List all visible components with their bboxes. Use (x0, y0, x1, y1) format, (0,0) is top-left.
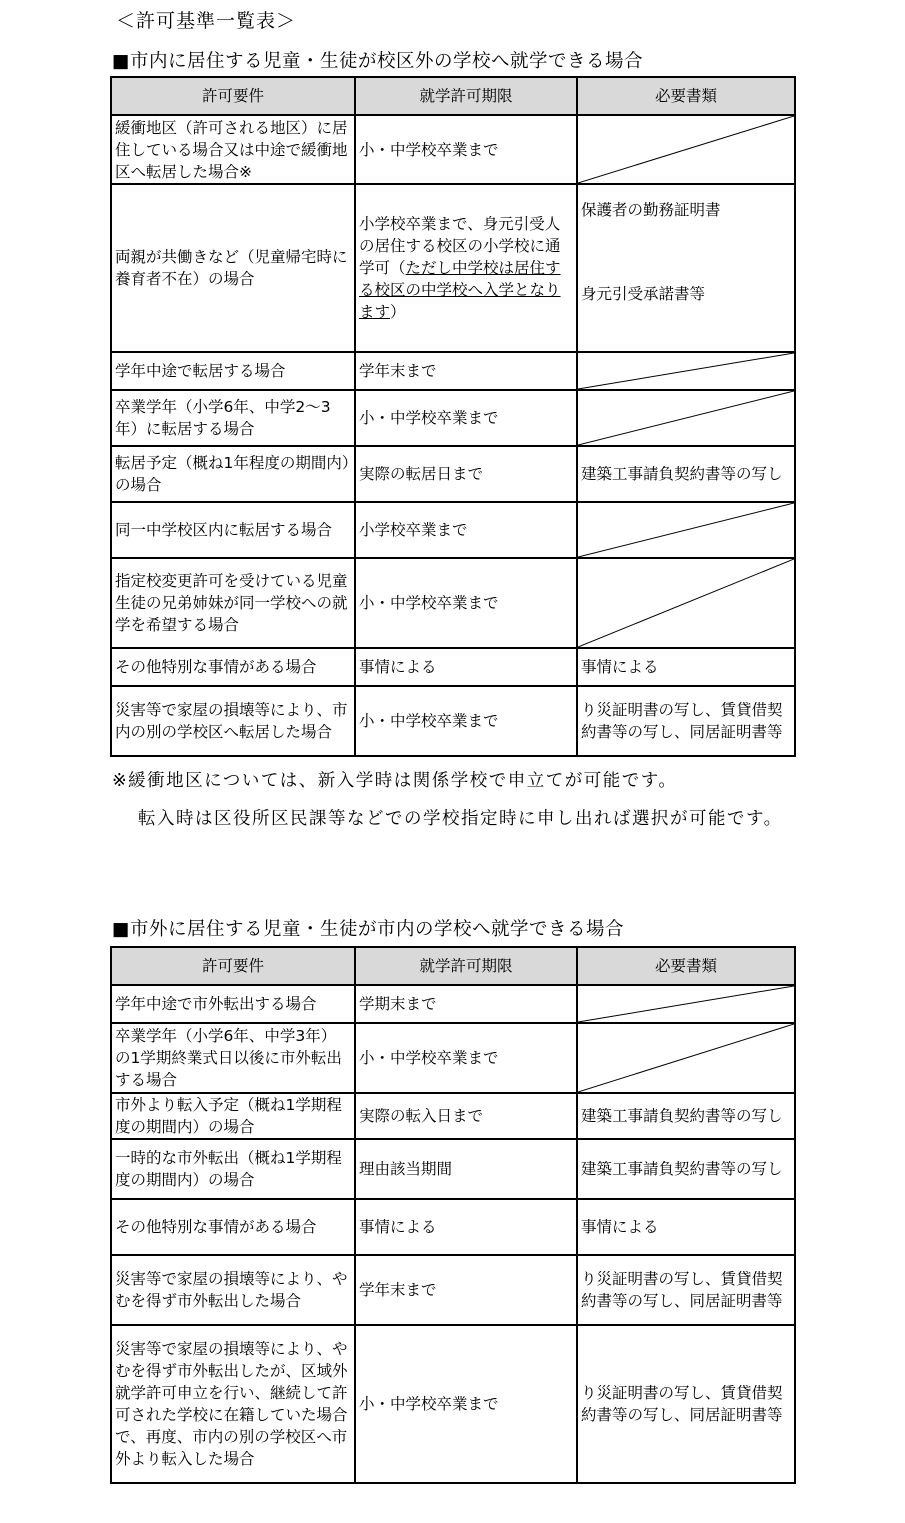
header-documents: 必要書類 (577, 947, 795, 985)
requirement-cell: その他特別な事情がある場合 (111, 1199, 355, 1255)
table-row (111, 1255, 795, 1325)
footnote: ※緩衝地区については、新入学時は関係学校で申立てが可能です。 (112, 771, 678, 791)
section1-heading: ■市内に居住する児童・生徒が校区外の学校へ就学できる場合 (112, 51, 643, 72)
table-row (111, 1199, 795, 1255)
requirement-cell: 両親が共働きなど（児童帰宅時に養育者不在）の場合 (111, 184, 355, 352)
limit-cell: 実際の転入日まで (355, 1093, 577, 1139)
limit-cell: 実際の転居日まで (355, 446, 577, 502)
limit-cell: 小学校卒業まで (355, 502, 577, 558)
no-documents-cell (577, 558, 795, 648)
table-row (111, 648, 795, 686)
documents-cell: 事情による (577, 1199, 795, 1255)
no-documents-cell (577, 985, 795, 1023)
header-requirement: 許可要件 (111, 947, 355, 985)
documents-cell: り災証明書の写し、賃貸借契約書等の写し、同居証明書等 (577, 1325, 795, 1483)
requirement-cell: 災害等で家屋の損壊等により、市内の別の学校区へ転居した場合 (111, 686, 355, 756)
limit-cell: 事情による (355, 1199, 577, 1255)
limit-cell: 小・中学校卒業まで (355, 1023, 577, 1093)
documents-cell: 事情による (577, 648, 795, 686)
requirement-cell: 卒業学年（小学6年、中学3年）の1学期終業式日以後に市外転出する場合 (111, 1023, 355, 1093)
requirement-cell: 卒業学年（小学6年、中学2～3年）に転居する場合 (111, 390, 355, 446)
table-row (111, 446, 795, 502)
section2-table (110, 946, 796, 1484)
page-title: ＜許可基準一覧表＞ (116, 10, 297, 32)
header-documents: 必要書類 (577, 77, 795, 115)
table-row (111, 1139, 795, 1199)
limit-cell: 学期末まで (355, 985, 577, 1023)
table-row (111, 502, 795, 558)
requirement-cell: 災害等で家屋の損壊等により、やむを得ず市外転出した場合 (111, 1255, 355, 1325)
limit-cell: 事情による (355, 648, 577, 686)
table-row (111, 115, 795, 184)
table-header-row (111, 947, 795, 985)
table-row (111, 558, 795, 648)
header-limit: 就学許可期限 (355, 947, 577, 985)
table-row (111, 1023, 795, 1093)
limit-cell: 小・中学校卒業まで (355, 1325, 577, 1483)
limit-cell: 理由該当期間 (355, 1139, 577, 1199)
documents-cell: 保護者の勤務証明書 身元引受承諾書等 (577, 184, 795, 352)
documents-cell: 建築工事請負契約書等の写し (577, 446, 795, 502)
table-row (111, 184, 795, 352)
limit-cell: 学年末まで (355, 1255, 577, 1325)
table-row (111, 1093, 795, 1139)
table-row (111, 985, 795, 1023)
section2-heading: ■市外に居住する児童・生徒が市内の学校へ就学できる場合 (112, 919, 624, 940)
header-requirement: 許可要件 (111, 77, 355, 115)
table-row (111, 390, 795, 446)
limit-cell: 小学校卒業まで、身元引受人の居住する校区の小学校に通学可（ただし中学校は居住する校区の中学校へ入学となります） (355, 184, 577, 352)
header-limit: 就学許可期限 (355, 77, 577, 115)
table-header-row (111, 77, 795, 115)
table-row (111, 686, 795, 756)
documents-cell: 建築工事請負契約書等の写し (577, 1139, 795, 1199)
requirement-cell: 転居予定（概ね1年程度の期間内）の場合 (111, 446, 355, 502)
requirement-cell: 同一中学校区内に転居する場合 (111, 502, 355, 558)
footnote: 転入時は区役所区民課等などでの学校指定時に申し出れば選択が可能です。 (138, 809, 783, 829)
requirement-cell: 緩衝地区（許可される地区）に居住している場合又は中途で緩衝地区へ転居した場合※ (111, 115, 355, 184)
no-documents-cell (577, 1023, 795, 1093)
requirement-cell: 学年中途で市外転出する場合 (111, 985, 355, 1023)
limit-cell: 小・中学校卒業まで (355, 558, 577, 648)
no-documents-cell (577, 502, 795, 558)
limit-cell: 小・中学校卒業まで (355, 390, 577, 446)
no-documents-cell (577, 390, 795, 446)
limit-cell: 学年末まで (355, 352, 577, 390)
requirement-cell: その他特別な事情がある場合 (111, 648, 355, 686)
limit-cell: 小・中学校卒業まで (355, 115, 577, 184)
no-documents-cell (577, 352, 795, 390)
documents-cell: り災証明書の写し、賃貸借契約書等の写し、同居証明書等 (577, 686, 795, 756)
no-documents-cell (577, 115, 795, 184)
limit-cell: 小・中学校卒業まで (355, 686, 577, 756)
section1-table (110, 76, 796, 757)
requirement-cell: 市外より転入予定（概ね1学期程度の期間内）の場合 (111, 1093, 355, 1139)
documents-cell: 建築工事請負契約書等の写し (577, 1093, 795, 1139)
table-row (111, 1325, 795, 1483)
table-row (111, 352, 795, 390)
requirement-cell: 指定校変更許可を受けている児童生徒の兄弟姉妹が同一学校への就学を希望する場合 (111, 558, 355, 648)
requirement-cell: 災害等で家屋の損壊等により、やむを得ず市外転出したが、区域外就学許可申立を行い、継続して許可された学校に在籍していた場合で、再度、市内の別の学校区へ市外より転入した場合 (111, 1325, 355, 1483)
documents-cell: り災証明書の写し、賃貸借契約書等の写し、同居証明書等 (577, 1255, 795, 1325)
requirement-cell: 学年中途で転居する場合 (111, 352, 355, 390)
requirement-cell: 一時的な市外転出（概ね1学期程度の期間内）の場合 (111, 1139, 355, 1199)
